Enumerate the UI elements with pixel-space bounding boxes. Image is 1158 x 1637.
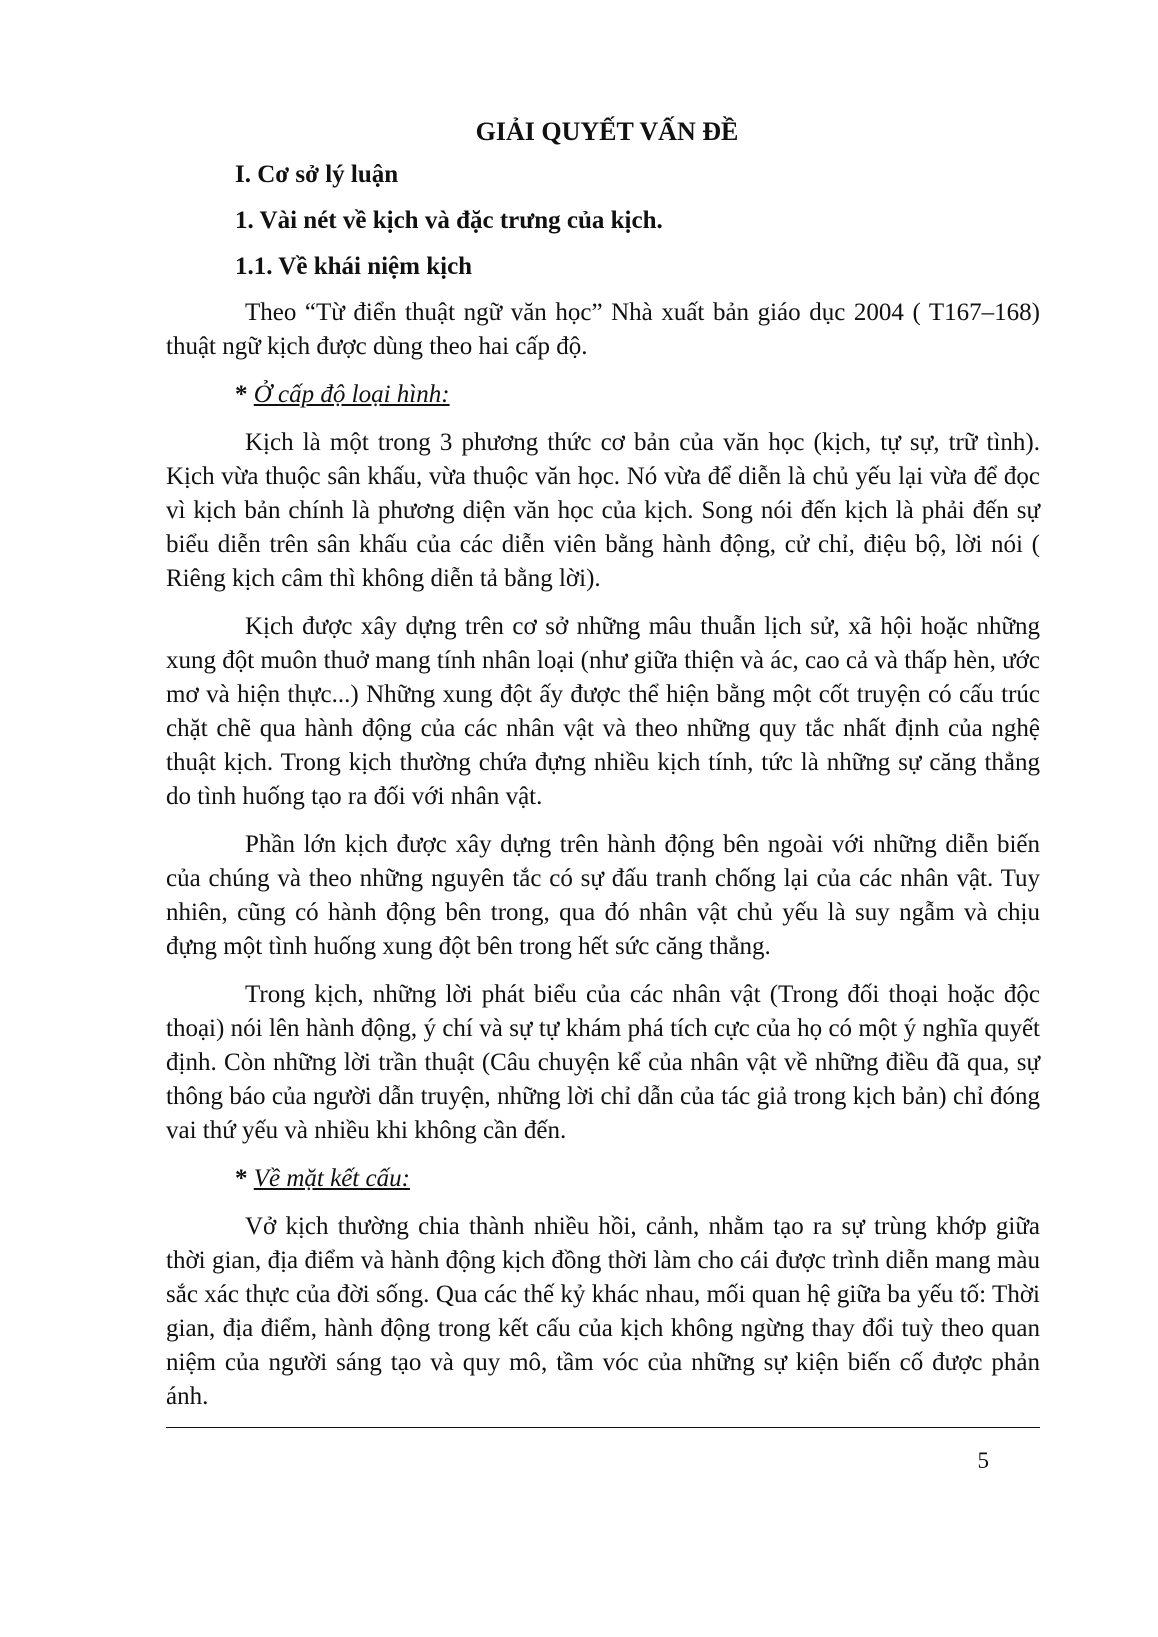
page-content xyxy=(166,112,1040,1428)
section-heading: I. Cơ sở lý luận xyxy=(235,161,399,188)
page-title: GIẢI QUYẾT VẤN ĐỀ xyxy=(475,117,739,146)
paragraph-conflict: Kịch được xây dựng trên cơ sở những mâu thuẫn lịch sử, xã hội hoặc những xung đột muôn thuở mang tính nhân loại (như giữa thiện và ác, cao cả và thấp hèn, ước mơ và hiện thực...) Những xung đột ấy được thể hiện bằng một cốt truyện có cấu trúc chặt chẽ qua hành động của các nhân vật và theo những quy tắc nhất định của nghệ thuật kịch. Trong kịch thường chứa đựng nhiều kịch tính, tức là những sự căng thẳng do tình huống tạo ra đối với nhân vật. xyxy=(166,613,1040,810)
subsection-heading: 1. Vài nét về kịch và đặc trưng của kịch. xyxy=(235,207,663,234)
page-number: 5 xyxy=(977,1448,989,1473)
paragraph-definition: Kịch là một trong 3 phương thức cơ bản của văn học (kịch, tự sự, trữ tình). Kịch vừa thuộc sân khấu, vừa thuộc văn học. Nó vừa để diễn là chủ yếu lại vừa để đọc vì kịch bản chính là phương diện văn học của kịch. Song nói đến kịch là phải đến sự biểu diễn trên sân khấu của các diễn viên bằng hành động, cử chỉ, điệu bộ, lời nói ( Riêng kịch câm thì không diễn tả bằng lời). xyxy=(166,429,1040,592)
subheading-label: Ở cấp độ loại hình: xyxy=(253,381,450,408)
subheading-structure xyxy=(166,1162,1040,1196)
asterisk-marker: * xyxy=(235,381,248,408)
paragraph-dialogue: Trong kịch, những lời phát biểu của các nhân vật (Trong đối thoại hoặc độc thoại) nói lên hành động, ý chí và sự tự khám phá tích cực của họ có một ý nghĩa quyết định. Còn những lời trần thuật (Câu chuyện kể của nhân vật về những điều đã qua, sự thông báo của người dẫn truyện, những lời chỉ dẫn của tác giả trong kịch bản) chỉ đóng vai thứ yếu và nhiều khi không cần đến. xyxy=(166,981,1040,1144)
footer-divider xyxy=(166,1427,1040,1428)
subsubsection-heading: 1.1. Về khái niệm kịch xyxy=(235,253,473,280)
asterisk-marker: * xyxy=(235,1165,248,1192)
paragraph-structure: Vở kịch thường chia thành nhiều hồi, cảnh, nhằm tạo ra sự trùng khớp giữa thời gian, địa điểm và hành động kịch đồng thời làm cho cái được trình diễn mang màu sắc xác thực của đời sống. Qua các thế kỷ khác nhau, mối quan hệ giữa ba yếu tố: Thời gian, địa điểm, hành động trong kết cấu của kịch không ngừng thay đổi tuỳ theo quan niệm của người sáng tạo và quy mô, tầm vóc của những sự kiện biến cố được phản ánh. xyxy=(166,1213,1040,1410)
paragraph-action: Phần lớn kịch được xây dựng trên hành động bên ngoài với những diễn biến của chúng và theo những nguyên tắc có sự đấu tranh chống lại của các nhân vật. Tuy nhiên, cũng có hành động bên trong, qua đó nhân vật chủ yếu là suy ngẫm và chịu đựng một tình huống xung đột bên trong hết sức căng thẳng. xyxy=(166,831,1040,960)
subheading-genre-level xyxy=(166,378,1040,412)
paragraph-intro: Theo “Từ điển thuật ngữ văn học” Nhà xuất bản giáo dục 2004 ( T167–168) thuật ngữ kịch được dùng theo hai cấp độ. xyxy=(166,299,1040,360)
subheading-label: Về mặt kết cấu: xyxy=(253,1165,410,1192)
